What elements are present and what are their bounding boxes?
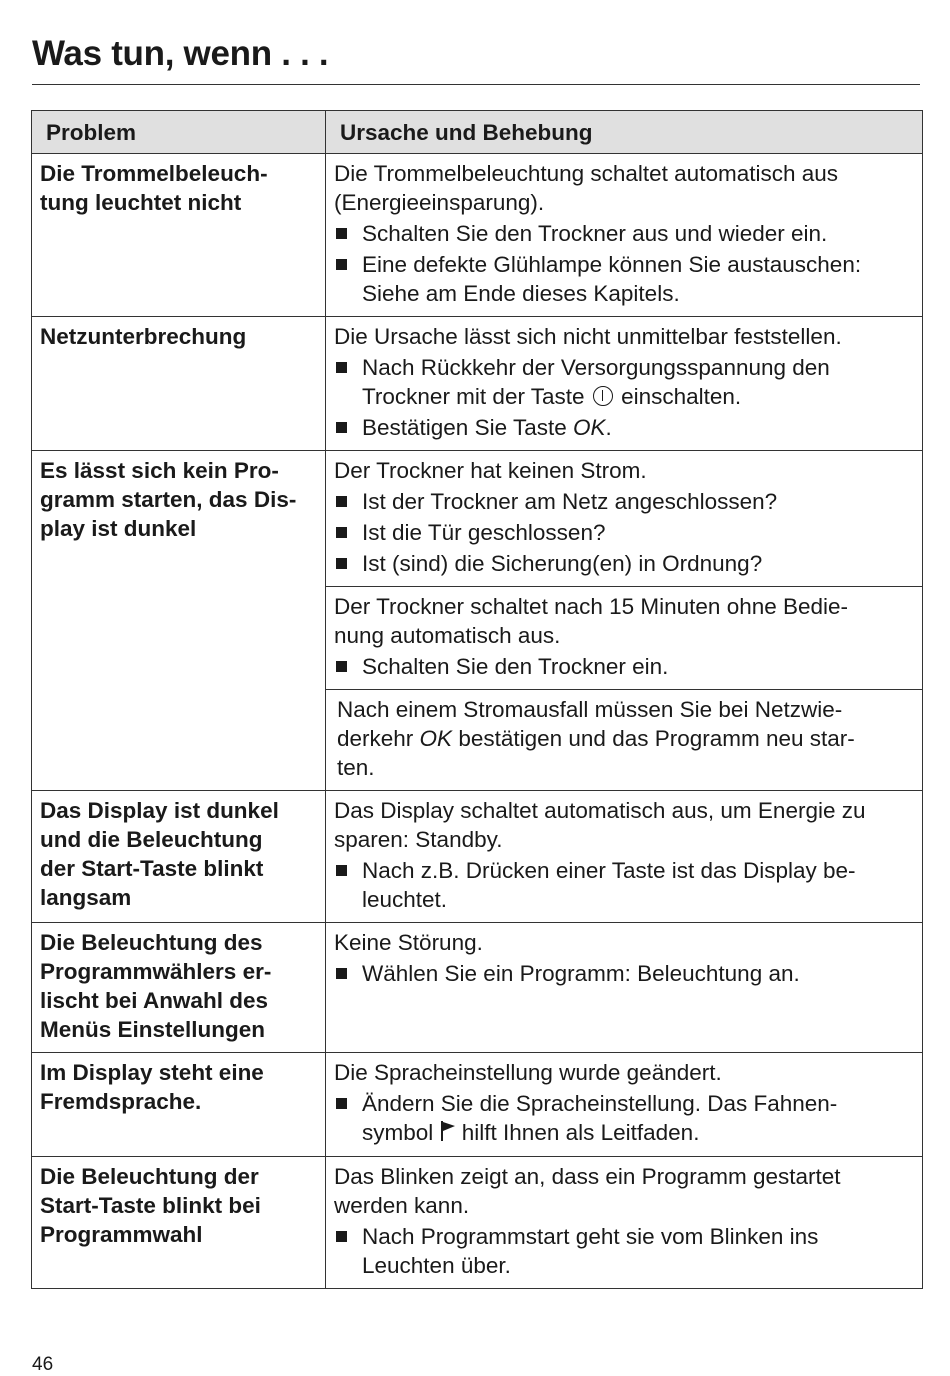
problem-cell (32, 791, 326, 923)
problem-text: lischt bei Anwahl des (40, 988, 268, 1013)
problem-text: Die Beleuchtung des (40, 930, 263, 955)
cause-text: Der Trockner schaltet nach 15 Minuten ohne Bedie- (334, 594, 849, 619)
bullet-square-icon (336, 527, 347, 538)
problem-text: gramm starten, das Dis- (40, 487, 297, 512)
problem-text: Menüs Einstellungen (40, 1017, 266, 1042)
table-header-row (32, 111, 923, 154)
bullet-text: Siehe am Ende dieses Kapitels. (362, 281, 680, 306)
bullet-text: Bestätigen Sie Taste OK. (362, 415, 612, 440)
bullet-text: Ist die Tür geschlossen? (362, 520, 606, 545)
header-problem: Problem (32, 111, 326, 154)
problem-text: Im Display steht eine (40, 1060, 264, 1085)
cause-text: ten. (337, 755, 375, 780)
problem-cell (32, 1157, 326, 1289)
bullet-square-icon (336, 422, 347, 433)
cause-text: Die Ursache lässt sich nicht unmittelbar feststellen. (334, 324, 842, 349)
bullet-square-icon (336, 1098, 347, 1109)
bullet-item (334, 353, 912, 411)
table-row (32, 317, 923, 451)
problem-cell (32, 1053, 326, 1157)
table-row (32, 1053, 923, 1157)
bullet-text: Ändern Sie die Spracheinstellung. Das Fahnen- (362, 1091, 838, 1116)
bullet-text: Nach Programmstart geht sie vom Blinken ins (362, 1224, 819, 1249)
table-row (32, 451, 923, 587)
problem-text: Das Display ist dunkel (40, 798, 279, 823)
problem-text: Fremdsprache. (40, 1089, 202, 1114)
table-row (32, 923, 923, 1053)
bullet-text: Schalten Sie den Trockner aus und wieder ein. (362, 221, 828, 246)
cause-text: Das Display schaltet automatisch aus, um Energie zu (334, 798, 866, 823)
table-row (32, 1157, 923, 1289)
bullet-text: Trockner mit der Taste einschalten. (362, 384, 742, 409)
bullet-text: Nach z.B. Drücken einer Taste ist das Display be- (362, 858, 856, 883)
cause-cell (326, 154, 923, 317)
bullet-square-icon (336, 362, 347, 373)
cause-cell (326, 1053, 923, 1157)
cause-text: Keine Störung. (334, 930, 483, 955)
bullet-item (334, 518, 912, 547)
bullet-item (334, 549, 912, 578)
problem-cell (32, 154, 326, 317)
ok-key-label: OK (572, 415, 606, 440)
bullet-text: Nach Rückkehr der Versorgungsspannung den (362, 355, 830, 380)
cause-text: (Energieeinsparung). (334, 190, 545, 215)
bullet-item (334, 413, 912, 442)
problem-text: langsam (40, 885, 132, 910)
cause-text: Die Spracheinstellung wurde geändert. (334, 1060, 722, 1085)
bullet-item (334, 856, 912, 914)
flag-icon (440, 1119, 456, 1148)
cause-text: Nach einem Stromausfall müssen Sie bei Netzwie- (337, 697, 843, 722)
problem-text: tung leuchtet nicht (40, 190, 242, 215)
bullet-text: Ist der Trockner am Netz angeschlossen? (362, 489, 778, 514)
bullet-item (334, 652, 912, 681)
ok-key-label: OK (419, 726, 453, 751)
cause-cell (326, 1157, 923, 1289)
bullet-item (334, 959, 912, 988)
problem-text: Programmwahl (40, 1222, 203, 1247)
cause-text: derkehr OK bestätigen und das Programm neu star- (337, 726, 855, 751)
cause-cell (326, 587, 923, 690)
bullet-square-icon (336, 1231, 347, 1242)
problem-text: Programmwählers er- (40, 959, 272, 984)
bullet-text: Ist (sind) die Sicherung(en) in Ordnung? (362, 551, 763, 576)
problem-cell (32, 451, 326, 791)
bullet-text: symbol hilft Ihnen als Leitfaden. (362, 1118, 912, 1148)
power-button-icon (593, 386, 613, 406)
problem-text: der Start-Taste blinkt (40, 856, 264, 881)
troubleshooting-table (31, 110, 923, 1289)
page-number: 46 (32, 1354, 54, 1375)
cause-text: Die Trommelbeleuchtung schaltet automatisch aus (334, 161, 839, 186)
title-divider (32, 84, 920, 85)
problem-text: play ist dunkel (40, 516, 197, 541)
table-row (32, 154, 923, 317)
bullet-square-icon (336, 968, 347, 979)
cause-text: sparen: Standby. (334, 827, 503, 852)
problem-text: Netzunterbrechung (40, 324, 247, 349)
problem-cell (32, 923, 326, 1053)
bullet-square-icon (336, 228, 347, 239)
cause-cell (326, 690, 923, 791)
bullet-item (334, 250, 912, 308)
problem-text: Die Trommelbeleuch- (40, 161, 268, 186)
bullet-square-icon (336, 865, 347, 876)
bullet-square-icon (336, 259, 347, 270)
bullet-square-icon (336, 661, 347, 672)
bullet-text: Leuchten über. (362, 1253, 511, 1278)
cause-text: werden kann. (334, 1193, 470, 1218)
bullet-item (334, 1089, 912, 1148)
cause-cell (326, 451, 923, 587)
bullet-item (334, 1222, 912, 1280)
bullet-text: Eine defekte Glühlampe können Sie austauschen: (362, 252, 862, 277)
cause-cell (326, 791, 923, 923)
header-cause: Ursache und Behebung (326, 111, 923, 154)
cause-text: nung automatisch aus. (334, 623, 561, 648)
problem-text: Start-Taste blinkt bei (40, 1193, 261, 1218)
bullet-item (334, 219, 912, 248)
problem-text: Es lässt sich kein Pro- (40, 458, 279, 483)
problem-text: und die Beleuchtung (40, 827, 263, 852)
bullet-text: Wählen Sie ein Programm: Beleuchtung an. (362, 961, 800, 986)
bullet-item (334, 487, 912, 516)
page-title: Was tun, wenn . . . (32, 34, 329, 73)
bullet-square-icon (336, 558, 347, 569)
table-row (32, 791, 923, 923)
bullet-text: Schalten Sie den Trockner ein. (362, 654, 669, 679)
bullet-text: leuchtet. (362, 887, 448, 912)
problem-text: Die Beleuchtung der (40, 1164, 259, 1189)
cause-cell (326, 923, 923, 1053)
cause-cell (326, 317, 923, 451)
bullet-square-icon (336, 496, 347, 507)
problem-cell (32, 317, 326, 451)
cause-text: Der Trockner hat keinen Strom. (334, 458, 647, 483)
cause-text: Das Blinken zeigt an, dass ein Programm gestartet (334, 1164, 841, 1189)
